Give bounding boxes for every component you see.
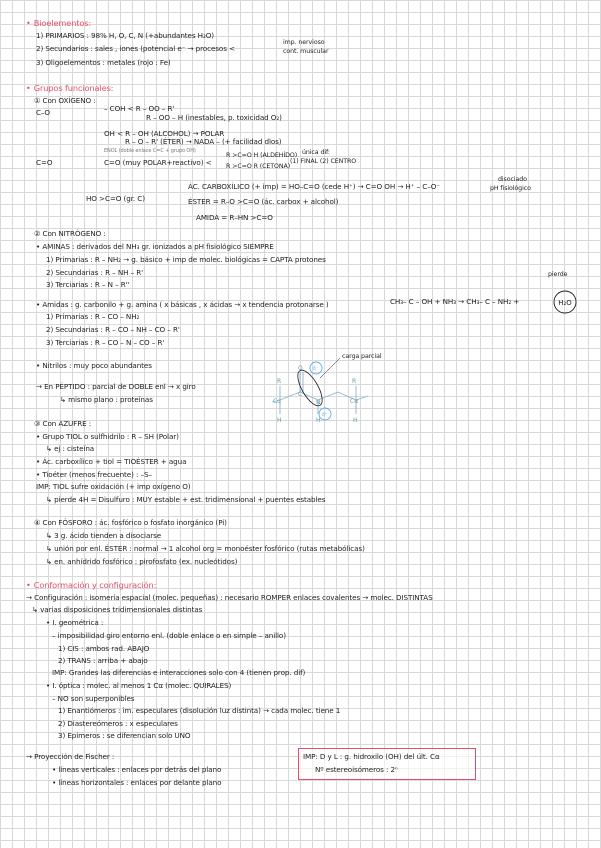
disociado-note: disociado [498,176,527,183]
svg-text:R: R [352,378,357,385]
line-primarios: 1) PRIMARIOS : 98% H, O, C, N (+abundantes H₂O) [36,31,215,40]
svg-text:C: C [298,391,303,398]
aminas-line: • AMINAS : derivados del NH₃ gr. ionizados a pH fisiológico SIEMPRE [36,242,274,251]
box-line-2: Nº estereoisómeros : 2ⁿ [315,765,398,774]
acido-carboxilico-line: ÁC. CARBOXÍLICO (+ imp) = HO–C=O (cede H⁺) → C=O OH → H⁺ – C–O⁻ [188,182,440,191]
aminas-primarias: 1) Primarias : R – NH₂ → g. básico + imp de molec. biológicas = CAPTA protones [46,255,326,264]
bioelementos-title: • Bioelementos: [26,18,92,28]
cisteina-line: ↳ ej : cisteína [46,444,95,453]
tiol-oxidacion-line: IMP: TIOL sufre oxidación (+ imp oxígeno O) [36,482,191,491]
svg-text:O: O [298,365,303,372]
trans-line: 2) TRANS : arriba + abajo [58,656,148,665]
svg-text:R: R [277,378,282,385]
svg-text:H: H [353,417,358,424]
aminas-terciarias: 3) Terciarias : R – N – R'' [46,280,130,289]
amide-equation: CH₃– C – OH + NH₃ → CH₃– C – NH₂ + [390,297,520,306]
amidas-secundarias: 2) Secundarias : R – CO – NH – CO – R' [46,325,180,334]
lineas-horizontales-line: • líneas horizontales : enlaces por delante plano [52,778,222,787]
tioester-line: • Ác. carboxílico + tiol = TIOÉSTER + agua [36,457,187,466]
line-secundarios: 2) Secundarios : sales , iones (potencial e⁻ → procesos < [36,44,235,53]
final-centro: (1) FINAL (2) CENTRO [290,158,357,165]
oxigeno-heading: ① Con OXÍGENO : [34,96,96,105]
box-line-1: IMP: D y L : g. hidroxilo (OH) del últ. Cα [303,752,440,761]
nitrogeno-heading: ② Con NITRÓGENO : [34,229,106,238]
epimeros-line: 3) Epímeros : se diferencian solo UNO [58,731,191,740]
imp-diferencias-line: IMP: Grandes las diferencias e interacciones solo con 4 (tienen prop. dif) [52,668,306,677]
pierde-note: pierde [548,271,568,278]
svg-text:H: H [316,417,321,424]
aminas-secundarias: 2) Secundarias : R – NH – R' [46,268,144,277]
svg-text:Cα: Cα [350,398,359,405]
svg-text:Cα: Cα [273,398,282,405]
carbonyl-line: C=O (muy POLAR+reactivo) < [104,158,212,167]
h2o-label: H₂O [558,299,572,307]
carga-parcial-label: carga parcial [342,353,382,360]
optica-line: • I. óptica : molec. al menos 1 Cα (molec. QUIRALES) [46,681,232,690]
line-oligoelementos: 3) Oligoelementos : metales (rojo : Fe) [36,58,171,67]
fosforo-heading: ④ Con FÓSFORO : ác. fosfórico o fosfato inorgánico (Pi) [34,518,227,527]
hydroperoxide-line: R – OO – H (inestables, p. toxicidad O₂) [146,113,282,122]
disposiciones-line: ↳ varias disposiciones tridimensionales distintas [32,605,203,614]
peroxide-line: – COH < R – OO – R' [104,104,175,113]
diastereomeros-line: 2) Diastereómeros : x especulares [58,719,178,728]
ester-line: ÉSTER = R–O >C=O (ác. carbox + alcohol) [188,197,339,206]
geometrica-line: • I. geométrica : [46,618,104,627]
fosforo-line-3: ↳ en. anhídrido fosfórico : pirofosfato (ex. nucleótidos) [46,557,238,566]
cis-line: 1) CIS : ambos rad. ABAJO [58,644,150,653]
peptido-line: → En PÉPTIDO : parcial de DOBLE enl → x giro [36,382,196,391]
configuracion-line: → Configuración : isomería espacial (molec. pequeñas) : necesario ROMPER enlaces covalentes → molec. DISTINTAS [26,593,433,602]
svg-text:δ⁺: δ⁺ [322,413,328,418]
carboxyl-group: HO >C=O (gr. C) [86,194,145,203]
peptide-bond-diagram [250,350,390,432]
svg-text:H: H [277,417,282,424]
h2o-circle-icon [551,288,579,316]
azufre-heading: ③ Con AZUFRE : [34,419,92,428]
amidas-terciarias: 3) Terciarias : R – CO – N – CO – R' [46,338,165,347]
amidas-primarias: 1) Primarias : R – CO – NH₂ [46,312,140,321]
unica-dif: única dif: [302,149,330,156]
note-imp-nervioso: imp. nervioso [283,39,325,46]
aldehyde-line: R >C=O H (ALDEHÍDO) [226,152,298,159]
fosforo-line-1: ↳ 3 g. ácido tienden a disociarse [46,531,162,540]
amidas-line: • Amidas : g. carbonilo + g. amina ( x básicas , x ácidas → x tendencia protonarse ) [36,300,329,309]
lineas-verticales-line: • líneas verticales : enlaces por detrás del plano [52,765,222,774]
ether-line: R – O – R' (ÉTER) → NADA – (+ facilidad dlos) [125,137,282,146]
enol-note: ENOL (doble enlace C=C + grupo OH) [104,148,196,154]
nitrilos-line: • Nitrilos : muy poco abundantes [36,361,152,370]
tiol-line: • Grupo TIOL o sulfhidrilo : R – SH (Polar) [36,432,179,441]
conformacion-title: • Conformación y configuración: [26,580,157,590]
amida-line: AMIDA = R–HN >C=O [196,213,273,222]
disulfuro-line: ↳ pierde 4H = Disulfuro : MUY estable + est. tridimensional + puentes estables [46,495,326,504]
ketone-line: R >C=O R (CETONA) [226,163,291,170]
no-superponibles-line: – NO son superponibles [52,694,135,703]
svg-text:N: N [316,399,321,406]
fischer-line: → Proyección de Fischer : [26,752,115,761]
ph-fisiologico-note: pH fisiológico [490,185,531,192]
alcohol-line: OH < R – OH (ALCOHOL) → POLAR [104,129,225,138]
imposibilidad-line: – imposibilidad giro entorno enl. (doble enlace o en simple – anillo) [52,631,286,640]
svg-text:δ⁻: δ⁻ [313,367,319,372]
grupos-title: • Grupos funcionales: [26,83,114,93]
tioeter-line: • Tioéter (menos frecuente) : –S– [36,470,152,479]
mismo-plano-line: ↳ mismo plano : proteínas [60,395,153,404]
label-c-doble-o: C=O [36,158,53,167]
note-cont-muscular: cont. muscular [283,48,329,55]
enantiomeros-line: 1) Enantiómeros : im. especulares (disolución luz distinta) → cada molec. tiene 1 [58,706,341,715]
label-c-o: C–O [36,108,50,117]
fosforo-line-2: ↳ unión por enl. ÉSTER : normal → 1 alcohol org = monoéster fosfórico (rutas metabólicas) [46,544,365,553]
